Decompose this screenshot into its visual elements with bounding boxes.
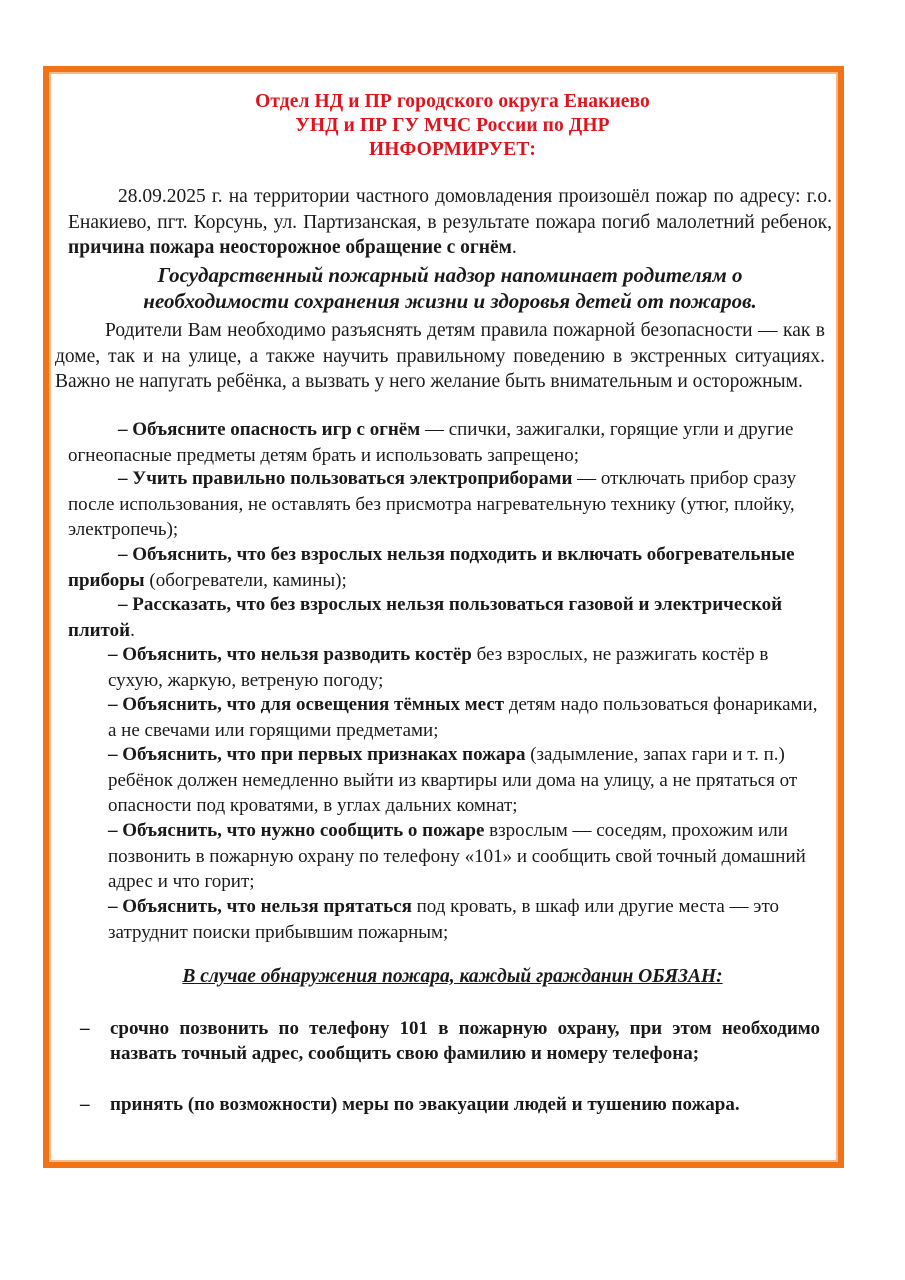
supervision-slogan <box>60 262 840 314</box>
safety-rule-text: под кровать, в шкаф или другие места — это затруднит поиски прибывшим пожарным; <box>108 896 779 943</box>
slogan-line-2: необходимости сохранения жизни и здоровья детей от пожаров. <box>143 289 757 313</box>
safety-rule <box>108 894 828 945</box>
incident-cause: причина пожара неосторожное обращение с огнём <box>68 237 512 258</box>
obligation-title: В случае обнаружения пожара, каждый гражданин ОБЯЗАН: <box>182 966 723 987</box>
incident-text: 28.09.2025 г. на территории частного домовладения произошёл пожар по адресу: г.о. Енакиево, пгт. Корсунь, ул. Партизанская, в результате пожара погиб малолетний ребенок, <box>68 186 832 233</box>
duty-item <box>80 1092 820 1117</box>
safety-rule-heading: – Объяснить, что нельзя разводить костёр <box>108 644 472 665</box>
safety-rule-text: детям надо пользоваться фонариками, а не свечами или горящими предметами; <box>108 694 818 741</box>
safety-rule-heading: – Объяснить, что нужно сообщить о пожаре <box>108 820 485 841</box>
header-informs: ИНФОРМИРУЕТ: <box>368 139 537 160</box>
safety-rule-heading: – Объяснить, что нельзя прятаться <box>108 896 412 917</box>
safety-rule <box>108 642 828 693</box>
safety-rule-text: . <box>130 619 135 641</box>
safety-rule <box>68 542 828 593</box>
safety-rule-text: — спички, зажигалки, горящие угли и другие огнеопасные предметы детям брать и использовать запрещено; <box>68 419 794 466</box>
header-department: Отдел НД и ПР городского округа Енакиево <box>255 91 650 112</box>
safety-rule-heading: – Объяснить, что для освещения тёмных мест <box>108 694 505 715</box>
duty-dash: – <box>80 1018 90 1039</box>
duty-dash: – <box>80 1094 90 1115</box>
document-header <box>0 90 905 162</box>
safety-rule <box>108 818 828 895</box>
slogan-line-1: Государственный пожарный надзор напоминает родителям о <box>157 263 743 287</box>
safety-rule <box>108 692 828 743</box>
safety-rule-text: (задымление, запах гари и т. п.) ребёнок должен немедленно выйти из квартиры или дома на улицу, а не прятаться от опасности под кроватями, в углах дальних комнат; <box>108 744 798 816</box>
safety-rule <box>68 592 828 643</box>
duty-item <box>80 1016 820 1066</box>
safety-rule-heading: – Рассказать, что без взрослых нельзя пользоваться газовой и электрической плитой <box>68 594 783 641</box>
header-authority: УНД и ПР ГУ МЧС России по ДНР <box>295 115 610 136</box>
safety-rule-heading: – Учить правильно пользоваться электроприборами <box>118 468 573 489</box>
safety-rule-heading: – Объясните опасность игр с огнём <box>118 419 421 440</box>
safety-rule-heading: – Объяснить, что без взрослых нельзя подходить и включать обогревательные приборы <box>68 544 795 591</box>
parents-text: Родители Вам необходимо разъяснять детям правила пожарной безопасности — как в доме, так и на улице, а также научить правильному поведению в экстренных ситуациях. Важно не напугать ребёнка, а вызвать у него желание быть внимательным и осторожным. <box>55 320 825 392</box>
duty-text: принять (по возможности) меры по эвакуации людей и тушению пожара. <box>110 1094 740 1115</box>
safety-rule <box>108 742 828 819</box>
duty-text: срочно позвонить по телефону 101 в пожарную охрану, при этом необходимо назвать точный адрес, сообщить свою фамилию и номеру телефона; <box>110 1018 820 1064</box>
safety-rule <box>68 466 828 543</box>
safety-rule-text: без взрослых, не разжигать костёр в сухую, жаркую, ветреную погоду; <box>108 644 769 691</box>
safety-rule-text: (обогреватели, камины); <box>144 569 347 591</box>
safety-rule-text: — отключать прибор сразу после использования, не оставлять без присмотра нагревательную технику (утюг, плойку, электропечь); <box>68 468 797 540</box>
parents-paragraph <box>55 318 825 395</box>
safety-rule-heading: – Объяснить, что при первых признаках пожара <box>108 744 526 765</box>
safety-rule <box>68 417 828 468</box>
incident-paragraph: 28.09.2025 г. на территории частного домовладения произошёл пожар по адресу: г.о. Енакиево, пгт. Корсунь, ул. Партизанская, в результате пожара погиб малолетний ребенок, причина пожара неосторожное обращение с огнём. <box>68 186 832 258</box>
safety-rule-text: взрослым — соседям, прохожим или позвонить в пожарную охрану по телефону «101» и сообщить свой точный домашний адрес и что горит; <box>108 820 806 892</box>
